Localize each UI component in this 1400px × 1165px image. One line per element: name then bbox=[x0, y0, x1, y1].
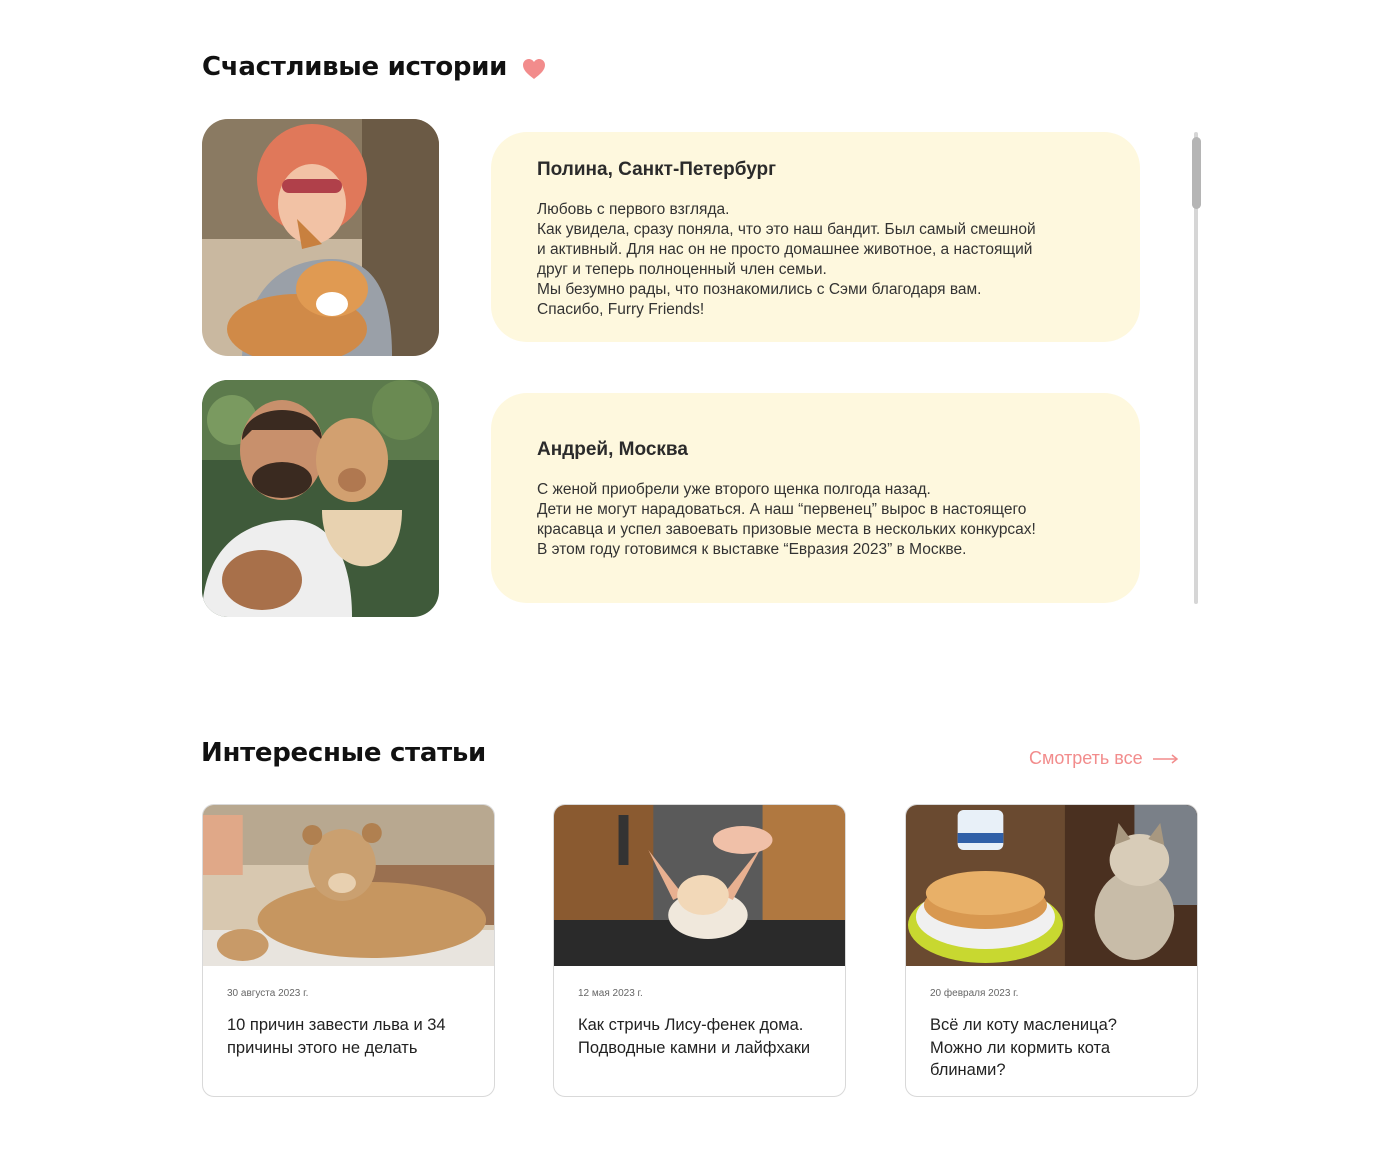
view-all-link[interactable] bbox=[1029, 748, 1179, 769]
story-text-line: Дети не могут нарадоваться. А наш “первенец” вырос в настоящего bbox=[537, 501, 1027, 518]
article-date: 30 августа 2023 г. bbox=[227, 988, 309, 999]
article-title[interactable]: Как стричь Лису-фенек дома. Подводные камни и лайфхаки bbox=[578, 1016, 811, 1057]
story-card bbox=[491, 132, 1140, 342]
arrow-right-icon bbox=[1153, 754, 1179, 764]
story-text-line: и активный. Для нас он не просто домашнее животное, а настоящий bbox=[537, 241, 1033, 258]
story-text-line: Спасибо, Furry Friends! bbox=[537, 301, 705, 318]
articles-section-title: Интересные статьи bbox=[201, 738, 486, 768]
story-photo-polina bbox=[202, 119, 439, 356]
story-text-line: Любовь с первого взгляда. bbox=[537, 201, 730, 218]
article-date: 20 февраля 2023 г. bbox=[930, 988, 1019, 999]
article-date: 12 мая 2023 г. bbox=[578, 988, 643, 999]
story-text-line: Мы безумно рады, что познакомились с Сэми благодаря вам. bbox=[537, 281, 982, 298]
story-text-line: красавца и успел завоевать призовые места в нескольких конкурсах! bbox=[537, 521, 1036, 538]
story-photo-andrey bbox=[202, 380, 439, 617]
article-card[interactable] bbox=[905, 804, 1198, 1097]
article-title[interactable]: 10 причин завести льва и 34 причины этого не делать bbox=[227, 1016, 446, 1057]
article-image-fennec-fox bbox=[554, 805, 845, 966]
story-author: Андрей, Москва bbox=[537, 439, 688, 460]
view-all-label: Смотреть все bbox=[1029, 748, 1143, 768]
story-text-line: Как увидела, сразу поняла, что это наш бандит. Был самый смешной bbox=[537, 221, 1036, 238]
story-text-line: друг и теперь полноценный член семьи. bbox=[537, 261, 827, 278]
story-text-line: С женой приобрели уже второго щенка полгода назад. bbox=[537, 481, 931, 498]
stories-scrollbar-thumb[interactable] bbox=[1192, 137, 1201, 209]
story-text-line: В этом году готовимся к выставке “Евразия 2023” в Москве. bbox=[537, 541, 967, 558]
article-title[interactable]: Всё ли коту масленица? Можно ли кормить кота блинами? bbox=[930, 1016, 1117, 1079]
story-author: Полина, Санкт-Петербург bbox=[537, 159, 777, 180]
article-image-cat-pancakes bbox=[906, 805, 1197, 966]
article-image-lion-cub bbox=[203, 805, 494, 966]
article-card[interactable] bbox=[553, 804, 846, 1097]
stories-section-title: Счастливые истории bbox=[202, 52, 508, 82]
article-card[interactable] bbox=[202, 804, 495, 1097]
story-card bbox=[491, 393, 1140, 603]
heart-icon bbox=[522, 58, 546, 80]
